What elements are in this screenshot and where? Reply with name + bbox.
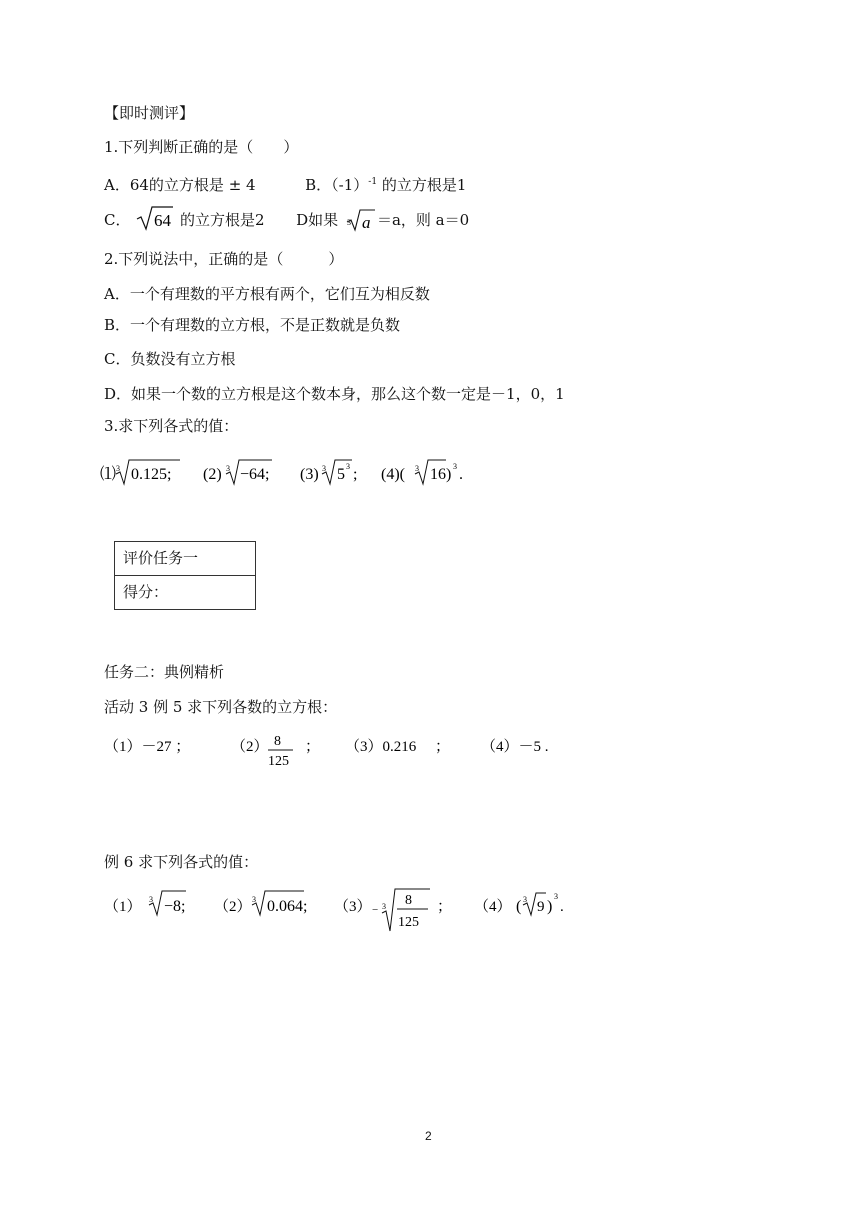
example6-radicand-1: −8; [164, 898, 186, 915]
evaluation-score: 得分： [115, 575, 255, 609]
example6-numerator: 8 [405, 893, 412, 908]
q1-option-d-radicand: a [361, 213, 371, 232]
task2-activity: 活动 3 例 5 求下列各数的立方根： [104, 698, 338, 716]
q3-radicand-2: −64; [240, 466, 270, 483]
evaluation-table [114, 541, 256, 610]
q2-option-c: C．负数没有立方根 [104, 350, 236, 368]
q1-option-b-suffix: 的立方根是1 [377, 176, 467, 194]
q1-stem: 1.下列判断正确的是（ ） [104, 138, 299, 156]
q3-expressions [100, 454, 480, 492]
svg-text:3: 3 [149, 895, 153, 904]
task2-title: 任务二：典例精析 [104, 663, 225, 681]
q2-option-b: B．一个有理数的立方根，不是正数就是负数 [104, 316, 401, 334]
svg-text:3: 3 [382, 902, 386, 911]
example5-fraction-denominator: 125 [268, 754, 289, 769]
q1-option-d-prefix: D如果 [296, 211, 339, 229]
q3-semicolon-3: ; [353, 466, 358, 483]
evaluation-title: 评价任务一 [123, 549, 199, 567]
example6-label-3: （3） [334, 899, 372, 915]
svg-text:3: 3 [523, 895, 527, 904]
q3-label-4: (4)( [381, 466, 405, 483]
example6-label-2: （2） [214, 899, 252, 915]
q3-exponent-3: 3 [346, 462, 350, 471]
q1-option-d-suffix: ＝a，则 a＝0 [376, 211, 470, 229]
q2-option-d: D．如果一个数的立方根是这个数本身，那么这个数一定是－1，0，1 [104, 385, 565, 403]
q3-math [100, 454, 480, 488]
q1-option-d-cbrt [343, 206, 377, 232]
svg-text:(: ( [516, 898, 522, 915]
page-number: 2 [425, 1129, 432, 1143]
svg-text:3: 3 [415, 464, 419, 473]
example6-math [104, 887, 574, 937]
svg-text:3: 3 [226, 464, 230, 473]
section-header: 【即时测评】 [104, 104, 195, 122]
q1-options-ab [104, 172, 466, 195]
example5-semicolon: ； [305, 739, 321, 755]
q1-option-b-exp: -1 [368, 177, 378, 187]
example6-minus: − [372, 904, 379, 916]
example5-item-4: （4）－5 . [481, 739, 549, 755]
q3-period: . [459, 466, 463, 483]
q3-paren-close-4: ) [446, 466, 452, 483]
q1-option-b-prefix: B．（-1） [305, 176, 369, 194]
example5-item-3: （3）0.216 ； [345, 739, 451, 755]
example6-radicand-2: 0.064; [267, 898, 308, 915]
q1-options-cd [104, 210, 469, 232]
q1-option-a: A．64的立方根是 ± 4 [104, 176, 256, 194]
q1-option-c-suffix: 的立方根是2 [180, 211, 265, 229]
q2-stem: 2.下列说法中，正确的是（ ） [104, 250, 344, 268]
svg-text:3: 3 [346, 218, 351, 227]
svg-text:3: 3 [116, 464, 120, 473]
example6-exponent-4: 3 [554, 892, 558, 901]
svg-text:3: 3 [322, 464, 326, 473]
example5-fraction-numerator: 8 [274, 734, 281, 749]
q3-exponent-4: 3 [453, 462, 457, 471]
svg-text:): ) [547, 898, 553, 915]
example6-radicand-4: 9 [537, 899, 545, 915]
q3-radicand-3: 5 [337, 466, 345, 483]
example6-label-1: （1） [104, 899, 142, 915]
svg-text:3: 3 [252, 895, 256, 904]
q1-option-c-prefix: C． [104, 211, 131, 229]
example6-period: . [560, 899, 564, 915]
example5-item-1: （1）－27 ； [104, 739, 191, 755]
example5-items [104, 731, 604, 775]
example6-semicolon: ； [437, 899, 453, 915]
q1-option-c-radicand: 64 [154, 211, 172, 230]
example5-item-2-label: （2） [231, 739, 269, 755]
q3-radicand-4: 16 [430, 466, 446, 483]
q3-radicand-1: 0.125; [131, 466, 172, 483]
q3-label-3: (3) [300, 466, 319, 483]
q2-option-a: A．一个有理数的平方根有两个，它们互为相反数 [104, 285, 430, 303]
example6-items [104, 887, 574, 941]
q1-option-c-sqrt [135, 205, 175, 231]
q3-stem: 3.求下列各式的值： [104, 417, 239, 435]
example5-math [104, 731, 604, 771]
q3-label-1: ⑴ [100, 466, 117, 483]
example6-denominator: 125 [398, 915, 419, 930]
example6-title: 例 6 求下列各式的值： [104, 853, 259, 871]
q3-label-2: (2) [203, 466, 222, 483]
example6-label-4: （4） [474, 899, 512, 915]
